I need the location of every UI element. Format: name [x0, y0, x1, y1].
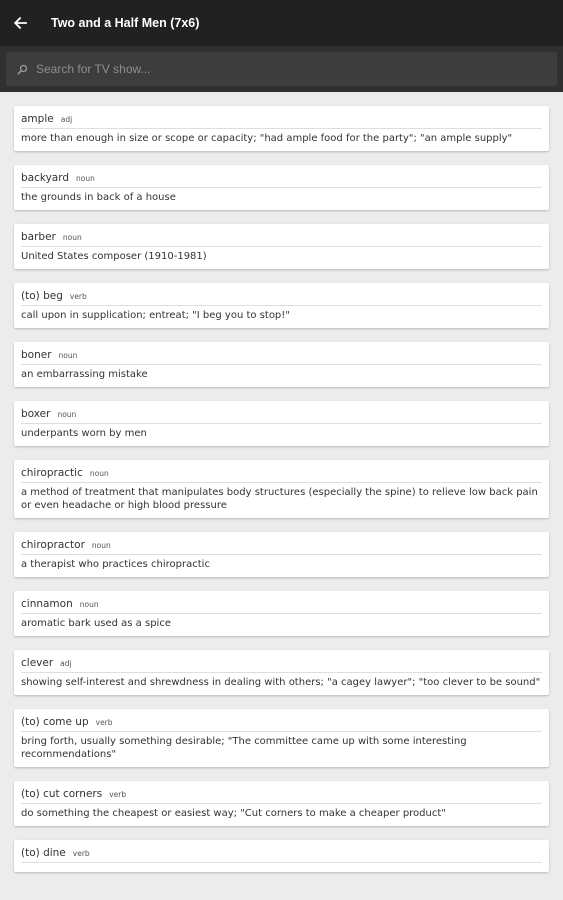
search-icon	[10, 52, 34, 86]
card-header	[21, 598, 542, 614]
entry-definition: aromatic bark used as a spice	[21, 618, 171, 629]
part-of-speech-label: verb	[69, 292, 87, 301]
card-header	[21, 539, 542, 555]
part-of-speech-label: adj	[60, 115, 73, 124]
card-header	[21, 788, 542, 804]
card-header	[21, 113, 542, 129]
search-bar[interactable]	[6, 52, 557, 86]
part-of-speech-label: noun	[58, 351, 78, 360]
vocabulary-card[interactable]	[14, 650, 549, 695]
entry-word: boxer	[21, 408, 51, 420]
vocabulary-card[interactable]	[14, 165, 549, 210]
vocabulary-card[interactable]	[14, 106, 549, 151]
entry-word: clever	[21, 657, 54, 669]
card-header	[21, 349, 542, 365]
part-of-speech-label: verb	[109, 790, 127, 799]
part-of-speech-label: verb	[95, 718, 113, 727]
entry-definition	[21, 863, 542, 866]
entry-word: chiropractor	[21, 539, 85, 551]
app-bar	[0, 0, 563, 46]
card-header	[21, 847, 542, 863]
search-bar-container	[0, 46, 563, 92]
entry-word: (to) dine	[21, 847, 66, 859]
card-header	[21, 467, 542, 483]
entry-word: (to) come up	[21, 716, 89, 728]
entry-definition: more than enough in size or scope or capacity; "had ample food for the party"; "an ample supply"	[21, 133, 513, 144]
card-header	[21, 290, 542, 306]
part-of-speech-label: noun	[79, 600, 99, 609]
card-header	[21, 716, 542, 732]
part-of-speech-label: noun	[89, 469, 109, 478]
entry-definition: United States composer (1910-1981)	[21, 251, 207, 262]
vocabulary-card[interactable]	[14, 283, 549, 328]
entry-word: (to) cut corners	[21, 788, 103, 800]
vocabulary-card[interactable]	[14, 401, 549, 446]
arrow-left-icon	[13, 16, 27, 30]
vocabulary-card[interactable]	[14, 224, 549, 269]
entry-definition: showing self-interest and shrewdness in dealing with others; "a cagey lawyer"; "too clever to be sound"	[21, 677, 541, 688]
page-title: Two and a Half Men (7x6)	[51, 16, 200, 30]
back-button[interactable]	[0, 0, 40, 46]
vocabulary-list	[14, 106, 549, 886]
entry-definition: a therapist who practices chiropractic	[21, 559, 210, 570]
entry-definition: call upon in supplication; entreat; "I beg you to stop!"	[21, 310, 290, 321]
vocabulary-card[interactable]	[14, 840, 549, 872]
part-of-speech-label: noun	[62, 233, 82, 242]
entry-word: chiropractic	[21, 467, 83, 479]
part-of-speech-label: adj	[60, 659, 72, 668]
entry-definition: do something the cheapest or easiest way; "Cut corners to make a cheaper product"	[21, 808, 446, 819]
entry-word: ample	[21, 113, 54, 125]
vocabulary-card[interactable]	[14, 342, 549, 387]
vocabulary-card[interactable]	[14, 532, 549, 577]
entry-definition: bring forth, usually something desirable; "The committee came up with some interesting recommendations"	[21, 736, 467, 760]
search-input[interactable]	[36, 62, 516, 76]
part-of-speech-label: verb	[72, 849, 90, 858]
entry-word: boner	[21, 349, 52, 361]
vocabulary-card[interactable]	[14, 591, 549, 636]
entry-definition: a method of treatment that manipulates body structures (especially the spine) to relieve low back pain or even headache or high blood pressure	[21, 487, 538, 511]
entry-word: backyard	[21, 172, 70, 184]
card-header	[21, 408, 542, 424]
vocabulary-card[interactable]	[14, 460, 549, 518]
part-of-speech-label: noun	[91, 541, 111, 550]
card-header	[21, 231, 542, 247]
card-header	[21, 172, 542, 188]
entry-word: barber	[21, 231, 56, 243]
entry-definition: the grounds in back of a house	[21, 192, 176, 203]
entry-word: (to) beg	[21, 290, 63, 302]
entry-definition: underpants worn by men	[21, 428, 147, 439]
entry-definition: an embarrassing mistake	[21, 369, 148, 380]
part-of-speech-label: noun	[76, 174, 95, 183]
vocabulary-card[interactable]	[14, 781, 549, 826]
card-header	[21, 657, 542, 673]
part-of-speech-label: noun	[57, 410, 77, 419]
vocabulary-card[interactable]	[14, 709, 549, 767]
entry-word: cinnamon	[21, 598, 73, 610]
